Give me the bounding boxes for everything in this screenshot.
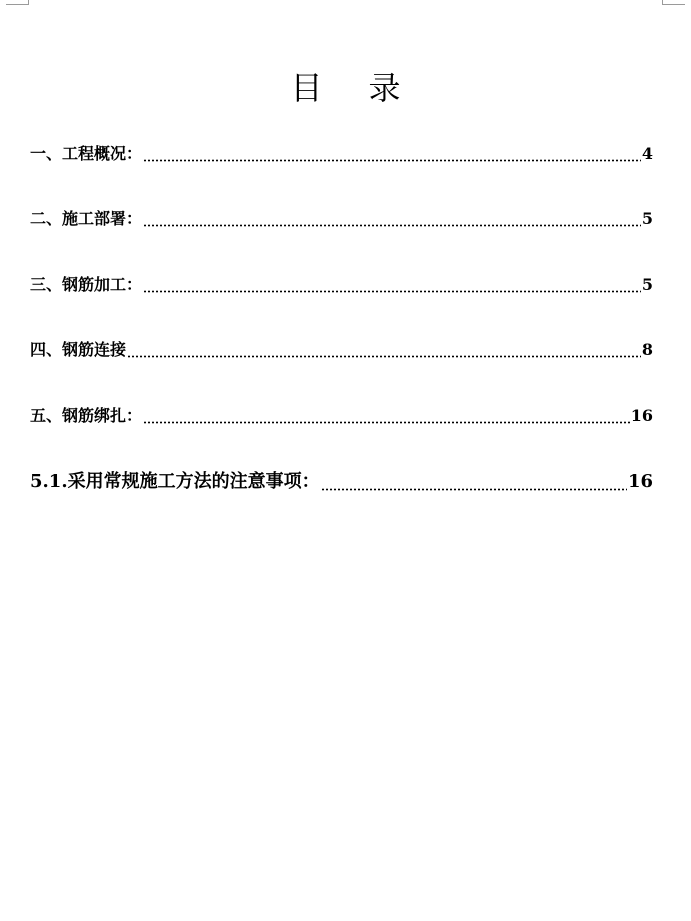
- toc-entry-page-number: 5: [641, 275, 653, 294]
- page-corner-mark-right: [662, 0, 685, 5]
- toc-entry-label: 5.1.采用常规施工方法的注意事项：: [30, 471, 320, 492]
- toc-entry-page-number: 16: [627, 471, 653, 492]
- toc-entry-1[interactable]: [30, 143, 653, 165]
- dot-leader: [143, 208, 641, 230]
- toc-entry-3[interactable]: [30, 274, 653, 296]
- page-corner-mark-left: [6, 0, 29, 5]
- page-title: 目录: [290, 69, 447, 107]
- toc-entry-label: 一、工程概况：: [30, 144, 143, 163]
- toc-entry-page-number: 5: [641, 209, 653, 228]
- toc-entry-page-number: 16: [630, 406, 653, 425]
- toc-entry-page-number: 8: [641, 340, 653, 359]
- dot-leader: [321, 470, 627, 494]
- toc-entry-label: 四、钢筋连接: [30, 340, 127, 359]
- toc-entry-page-number: 4: [641, 144, 653, 163]
- toc-entry-4[interactable]: [30, 339, 653, 361]
- toc-entry-label: 二、施工部署：: [30, 209, 143, 228]
- dot-leader: [143, 274, 641, 296]
- toc-entry-2[interactable]: [30, 208, 653, 230]
- dot-leader: [143, 143, 641, 165]
- toc-entry-5-1[interactable]: [30, 470, 653, 494]
- toc-entry-label: 三、钢筋加工：: [30, 275, 143, 294]
- dot-leader: [143, 405, 630, 427]
- toc-entry-label: 五、钢筋绑扎：: [30, 406, 143, 425]
- toc-entry-5[interactable]: [30, 405, 653, 427]
- dot-leader: [127, 339, 641, 361]
